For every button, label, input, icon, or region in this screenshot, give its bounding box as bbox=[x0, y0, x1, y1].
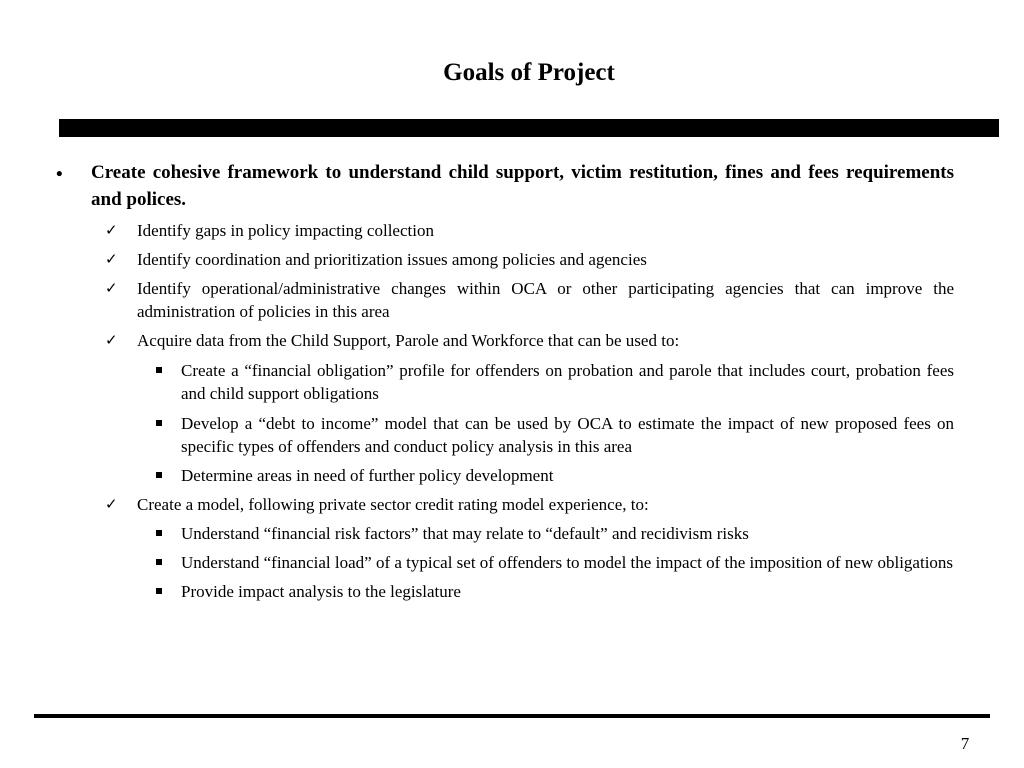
title-divider-bar bbox=[59, 119, 999, 137]
checkmark-icon: ✓ bbox=[105, 250, 118, 268]
check-item bbox=[0, 493, 954, 516]
round-bullet-icon: • bbox=[56, 164, 63, 185]
square-bullet-text: Determine areas in need of further policy development bbox=[181, 466, 554, 485]
square-bullet-text: Understand “financial load” of a typical set of offenders to model the impact of the imposition of new obligations bbox=[181, 553, 954, 572]
check-item-text: Identify gaps in policy impacting collection bbox=[137, 221, 434, 240]
square-bullet-item bbox=[0, 464, 954, 487]
square-bullet-item bbox=[0, 522, 954, 545]
check-item-text: Create a model, following private sector credit rating model experience, to: bbox=[137, 495, 649, 514]
checkmark-icon: ✓ bbox=[105, 279, 118, 297]
square-bullet-item bbox=[0, 412, 954, 458]
square-bullet-item bbox=[0, 580, 954, 603]
square-bullet-item bbox=[0, 359, 954, 405]
main-bullet-text: Create cohesive framework to understand child support, victim restitution, fines and fees requirements and polices. bbox=[91, 162, 954, 210]
square-bullet-icon bbox=[156, 559, 162, 565]
check-item bbox=[0, 329, 954, 352]
check-item-text: Identify operational/administrative changes within OCA or other participating agencies that can improve the administration of policies in this area bbox=[137, 279, 954, 321]
slide-body bbox=[0, 159, 1024, 603]
square-bullet-text: Develop a “debt to income” model that can be used by OCA to estimate the impact of new proposed fees on specific types of offenders and conduct policy analysis in this area bbox=[181, 414, 954, 456]
square-bullet-icon bbox=[156, 472, 162, 478]
checkmark-icon: ✓ bbox=[105, 221, 118, 239]
square-bullet-text: Provide impact analysis to the legislature bbox=[181, 582, 461, 601]
square-bullet-icon bbox=[156, 530, 162, 536]
check-item bbox=[0, 219, 954, 242]
checkmark-icon: ✓ bbox=[105, 331, 118, 349]
check-item bbox=[0, 248, 954, 271]
checkmark-icon: ✓ bbox=[105, 495, 118, 513]
square-bullet-text: Understand “financial risk factors” that may relate to “default” and recidivism risks bbox=[181, 524, 749, 543]
slide-title: Goals of Project bbox=[443, 59, 615, 86]
square-bullet-icon bbox=[156, 367, 162, 373]
main-bullet-item bbox=[0, 159, 1024, 213]
page-number: 7 bbox=[960, 734, 970, 753]
square-bullet-icon bbox=[156, 420, 162, 426]
check-item-text: Identify coordination and prioritization issues among policies and agencies bbox=[137, 250, 647, 269]
square-bullet-icon bbox=[156, 588, 162, 594]
square-bullet-text: Create a “financial obligation” profile for offenders on probation and parole that includes court, probation fees and child support obligations bbox=[181, 361, 954, 403]
check-item-text: Acquire data from the Child Support, Parole and Workforce that can be used to: bbox=[137, 331, 680, 350]
square-bullet-item bbox=[0, 551, 954, 574]
check-item bbox=[0, 277, 954, 323]
footer-divider-line bbox=[34, 714, 990, 718]
